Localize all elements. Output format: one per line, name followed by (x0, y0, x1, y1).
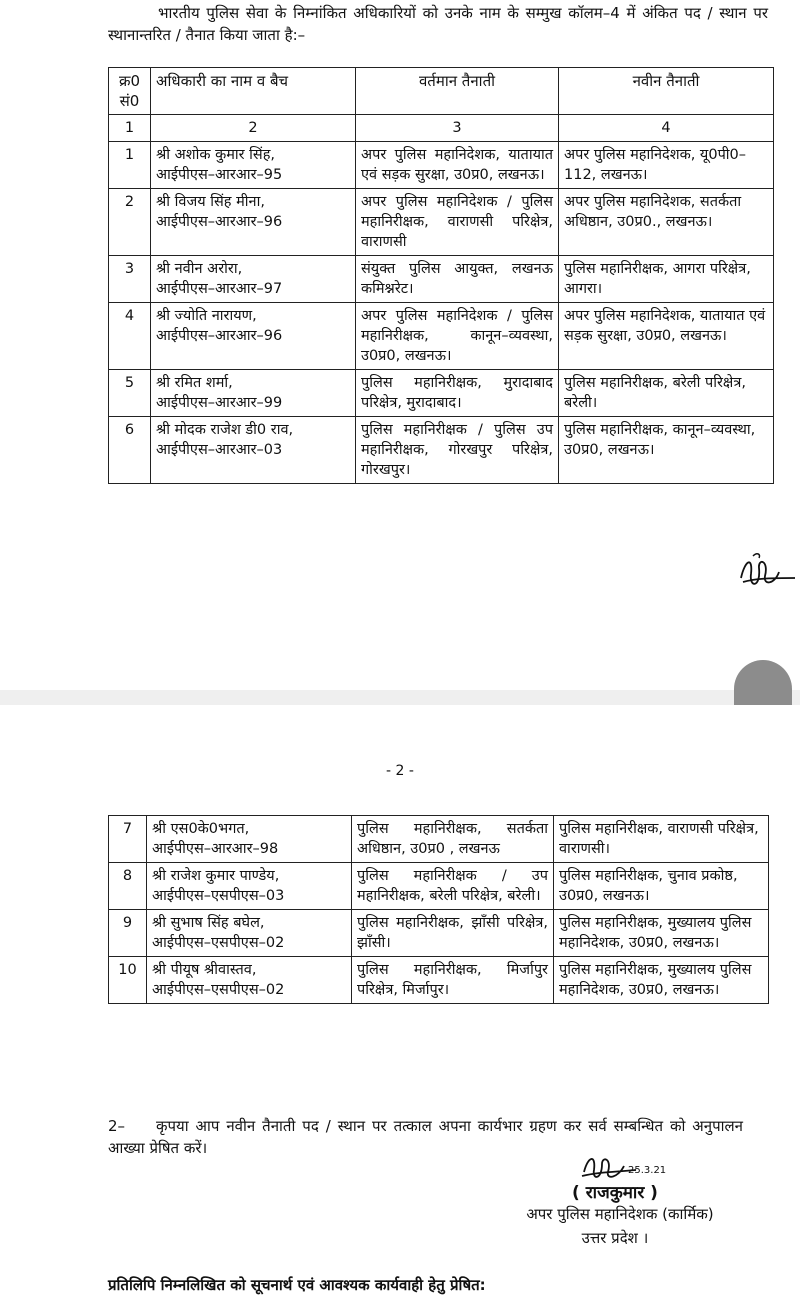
serial-number: 3 (109, 256, 151, 303)
serial-number: 4 (109, 303, 151, 370)
officer-cell (151, 256, 356, 303)
current-posting: संयुक्त पुलिस आयुक्त, लखनऊ कमिश्नरेट। (356, 256, 559, 303)
new-posting: पुलिस महानिरीक्षक, वाराणसी परिक्षेत्र, वाराणसी। (554, 816, 769, 863)
officer-batch: आईपीएस–आरआर–96 (156, 328, 283, 344)
intro-text: भारतीय पुलिस सेवा के निम्नांकित अधिकारियों को उनके नाम के सम्मुख कॉलम–4 में अंकित पद / स्थान पर स्थानान्तरित / तैनात किया जाता है:– (108, 4, 768, 44)
current-posting: पुलिस महानिरीक्षक, मुरादाबाद परिक्षेत्र, मुरादाबाद। (356, 370, 559, 417)
table-row (109, 863, 769, 910)
signatory-designation: अपर पुलिस महानिदेशक (कार्मिक) (526, 1205, 714, 1223)
current-posting: पुलिस महानिरीक्षक, मिर्जापुर परिक्षेत्र, मिर्जापुर। (352, 957, 554, 1004)
instruction-paragraph (108, 1115, 743, 1159)
officer-cell (151, 370, 356, 417)
transfer-table-page-2 (108, 815, 769, 1004)
officer-name: श्री मोदक राजेश डी0 राव, (156, 422, 294, 438)
table-body-page-2 (109, 816, 769, 1004)
table-header-row (109, 68, 774, 115)
transfer-table-page-1 (108, 67, 774, 484)
new-posting: पुलिस महानिरीक्षक, चुनाव प्रकोष्ठ, उ0प्र0, लखनऊ। (554, 863, 769, 910)
paragraph-number: 2– (108, 1117, 126, 1135)
document-page-2 (0, 705, 800, 1294)
officer-cell (151, 417, 356, 484)
current-posting: पुलिस महानिरीक्षक / उप महानिरीक्षक, बरेली परिक्षेत्र, बरेली। (352, 863, 554, 910)
serial-number: 6 (109, 417, 151, 484)
header-serial: क्र0 सं0 (109, 68, 151, 115)
officer-batch: आईपीएस–आरआर–95 (156, 167, 283, 183)
officer-name: श्री विजय सिंह मीना, (156, 194, 265, 210)
officer-cell (151, 189, 356, 256)
signatory-state: उत्तर प्रदेश । (581, 1229, 649, 1247)
current-posting: अपर पुलिस महानिदेशक, यातायात एवं सड़क सुरक्षा, उ0प्र0, लखनऊ। (356, 142, 559, 189)
serial-number: 5 (109, 370, 151, 417)
intro-paragraph (108, 2, 768, 46)
table-row (109, 910, 769, 957)
table-row (109, 142, 774, 189)
officer-name: श्री पीयूष श्रीवास्तव, (152, 962, 257, 978)
current-posting: अपर पुलिस महानिदेशक / पुलिस महानिरीक्षक, कानून–व्यवस्था, उ0प्र0, लखनऊ। (356, 303, 559, 370)
officer-name: श्री रमित शर्मा, (156, 375, 233, 391)
table-row (109, 189, 774, 256)
officer-cell (147, 910, 352, 957)
copy-to-heading: प्रतिलिपि निम्नलिखित को सूचनार्थ एवं आवश्यक कार्यवाही हेतु प्रेषित: (108, 1276, 486, 1294)
table-row (109, 816, 769, 863)
officer-name: श्री राजेश कुमार पाण्डेय, (152, 868, 280, 884)
officer-batch: आईपीएस–आरआर–97 (156, 281, 283, 297)
header-current-posting: वर्तमान तैनाती (356, 68, 559, 115)
officer-cell (151, 142, 356, 189)
serial-number: 1 (109, 142, 151, 189)
officer-batch: आईपीएस–आरआर–96 (156, 214, 283, 230)
officer-cell (147, 957, 352, 1004)
new-posting: अपर पुलिस महानिदेशक, यू0पी0–112, लखनऊ। (559, 142, 774, 189)
serial-number: 7 (109, 816, 147, 863)
current-posting: पुलिस महानिरीक्षक / पुलिस उप महानिरीक्षक, गोरखपुर परिक्षेत्र, गोरखपुर। (356, 417, 559, 484)
officer-batch: आईपीएस–एसपीएस–03 (152, 888, 285, 904)
serial-number: 10 (109, 957, 147, 1004)
instruction-text: कृपया आप नवीन तैनाती पद / स्थान पर तत्काल अपना कार्यभार ग्रहण कर सर्व सम्बन्धित को अनुपालन आख्या प्रेषित करें। (108, 1117, 743, 1157)
current-posting: पुलिस महानिरीक्षक, सतर्कता अधिष्ठान, उ0प्र0 , लखनऊ (352, 816, 554, 863)
officer-name: श्री एस0के0भगत, (152, 821, 250, 837)
table-row (109, 417, 774, 484)
table-row (109, 256, 774, 303)
officer-batch: आईपीएस–एसपीएस–02 (152, 982, 285, 998)
current-posting: पुलिस महानिरीक्षक, झाँसी परिक्षेत्र, झाँसी। (352, 910, 554, 957)
serial-number: 9 (109, 910, 147, 957)
header-officer-name: अधिकारी का नाम व बैच (151, 68, 356, 115)
page-separator (0, 690, 800, 705)
new-posting: पुलिस महानिरीक्षक, मुख्यालय पुलिस महानिदेशक, उ0प्र0, लखनऊ। (554, 957, 769, 1004)
officer-cell (151, 303, 356, 370)
signatory-name: ( राजकुमार ) (572, 1183, 658, 1203)
col-number: 2 (151, 115, 356, 142)
header-new-posting: नवीन तैनाती (559, 68, 774, 115)
initials-signature (735, 548, 797, 594)
serial-number: 8 (109, 863, 147, 910)
officer-batch: आईपीएस–आरआर–99 (156, 395, 283, 411)
new-posting: अपर पुलिस महानिदेशक, सतर्कता अधिष्ठान, उ0प्र0., लखनऊ। (559, 189, 774, 256)
officer-name: श्री ज्योति नारायण, (156, 308, 257, 324)
serial-number: 2 (109, 189, 151, 256)
officer-name: श्री अशोक कुमार सिंह, (156, 147, 276, 163)
table-body-page-1 (109, 142, 774, 484)
officer-name: श्री नवीन अरोरा, (156, 261, 243, 277)
new-posting: पुलिस महानिरीक्षक, आगरा परिक्षेत्र, आगरा। (559, 256, 774, 303)
page-number: - 2 - (386, 763, 414, 779)
officer-cell (147, 863, 352, 910)
table-row (109, 370, 774, 417)
officer-batch: आईपीएस–आरआर–03 (156, 442, 283, 458)
table-row (109, 957, 769, 1004)
current-posting: अपर पुलिस महानिदेशक / पुलिस महानिरीक्षक, वाराणसी परिक्षेत्र, वाराणसी (356, 189, 559, 256)
new-posting: पुलिस महानिरीक्षक, बरेली परिक्षेत्र, बरेली। (559, 370, 774, 417)
new-posting: पुलिस महानिरीक्षक, कानून–व्यवस्था, उ0प्र0, लखनऊ। (559, 417, 774, 484)
new-posting: अपर पुलिस महानिदेशक, यातायात एवं सड़क सुरक्षा, उ0प्र0, लखनऊ। (559, 303, 774, 370)
officer-name: श्री सुभाष सिंह बघेल, (152, 915, 265, 931)
officer-batch: आईपीएस–एसपीएस–02 (152, 935, 285, 951)
officer-batch: आईपीएस–आरआर–98 (152, 841, 279, 857)
col-number: 3 (356, 115, 559, 142)
col-number: 4 (559, 115, 774, 142)
officer-cell (147, 816, 352, 863)
col-number: 1 (109, 115, 151, 142)
signature-date: 25.3.21 (628, 1165, 667, 1176)
column-number-row (109, 115, 774, 142)
new-posting: पुलिस महानिरीक्षक, मुख्यालय पुलिस महानिदेशक, उ0प्र0, लखनऊ। (554, 910, 769, 957)
table-row (109, 303, 774, 370)
